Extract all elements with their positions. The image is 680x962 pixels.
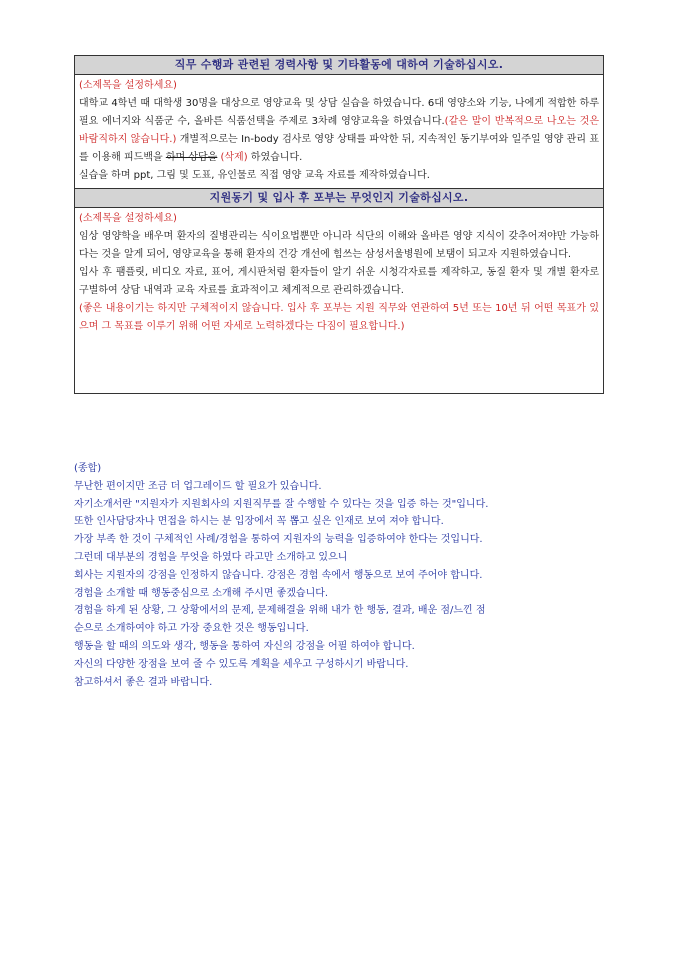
- essay-table: [74, 55, 604, 394]
- question-1-heading: 직무 수행과 관련된 경력사항 및 기타활동에 대하여 기술하십시오.: [75, 56, 603, 75]
- summary-line: 순으로 소개하여야 하고 가장 중요한 것은 행동입니다.: [74, 623, 309, 635]
- subtitle-note-2: (소제목을 설정하세요): [79, 213, 177, 224]
- summary-line: 무난한 편이지만 조금 더 업그레이드 할 필요가 있습니다.: [74, 480, 322, 492]
- delete-mark: (삭제): [217, 152, 248, 163]
- summary-line: 자신의 다양한 장점을 보여 줄 수 있도록 계획을 세우고 구성하시기 바랍니다.: [74, 658, 409, 670]
- summary-line: 경험을 하게 된 상황, 그 상황에서의 문제, 문제해결을 위해 내가 한 행동, 결과, 배운 점/느낀 점: [74, 605, 486, 617]
- answer-1-body: [75, 75, 603, 188]
- struck-text: 하며 상담을: [165, 152, 218, 163]
- subtitle-note-1: (소제목을 설정하세요): [79, 80, 177, 91]
- summary-line: 가장 부족 한 것이 구체적인 사례/경험을 통하여 지원자의 능력을 입증하여야 한다는 것입니다.: [74, 534, 483, 546]
- summary-line: 또한 인사담당자나 면접을 하시는 분 입장에서 꼭 뽑고 싶은 인재로 보여 져야 합니다.: [74, 516, 444, 528]
- review-comment-1: (같은 말이 반복적으로 나오는 것은 바람직하지 않습니다.): [79, 116, 599, 145]
- review-comment-2: (좋은 내용이기는 하지만 구체적이지 않습니다. 입사 후 포부는 지원 직무와 연관하여 5년 또는 10년 뒤 어떤 목표가 있으며 그 목표를 이루기 위해 어떤 자세로 노력하겠다는 다짐이 필요합니다.): [79, 303, 599, 332]
- summary-line: 참고하셔서 좋은 결과 바랍니다.: [74, 676, 213, 688]
- summary-line: 행동을 할 때의 의도와 생각, 행동을 통하여 자신의 강점을 어필 하여야 합니다.: [74, 640, 415, 652]
- answer-2-paragraph-2: 입사 후 팸플릿, 비디오 자료, 표어, 게시판처럼 환자들이 알기 쉬운 시청각자료를 제작하고, 동질 환자 및 개별 환자로 구별하여 상담 내역과 교육 자료를 효과적이고 체계적으로 관리하겠습니다.: [79, 267, 599, 296]
- answer-1-text: 대학교 4학년 때 대학생 30명을 대상으로 영양교육 및 상담 실습을 하였습니다. 6대 영양소와 기능, 나에게 적합한 하루 필요 에너지와 식품군 수, 올바른 식품선택을 주제로 3차례 영양교육을 하였습니다.: [79, 98, 599, 127]
- answer-1-paragraph-1: [79, 95, 599, 167]
- answer-1-end: 하였습니다.: [247, 152, 303, 163]
- answer-2-body: [75, 208, 603, 393]
- summary-line: 경험을 소개할 때 행동중심으로 소개해 주시면 좋겠습니다.: [74, 587, 329, 599]
- answer-1-tail: 개별적으로는 In-body 검사로 영양 상태를 파악한 뒤, 지속적인 동기부여와 일주일 영양 관리 표를 이용해 피드백을: [79, 134, 599, 163]
- summary-line: 그런데 대부분의 경험을 무엇을 하였다 라고만 소개하고 있으니: [74, 551, 348, 563]
- summary-line: (종합): [74, 463, 102, 474]
- answer-1-paragraph-2: 실습을 하며 ppt, 그림 및 도표, 유인물로 직접 영양 교육 자료를 제작하였습니다.: [79, 170, 430, 181]
- question-2-heading: 지원동기 및 입사 후 포부는 무엇인지 기술하십시오.: [75, 188, 603, 208]
- summary-feedback: [74, 460, 604, 691]
- answer-2-paragraph-1: 임상 영양학을 배우며 환자의 질병관리는 식이요법뿐만 아니라 식단의 이해와 올바른 영양 지식이 갖추어져야만 가능하다는 것을 알게 되어, 영양교육을 통해 환자의 건강 개선에 힘쓰는 삼성서울병원에 보탬이 되고자 지원하였습니다.: [79, 231, 599, 260]
- summary-line: 회사는 지원자의 강점을 인정하지 않습니다. 강점은 경험 속에서 행동으로 보여 주어야 합니다.: [74, 569, 483, 581]
- summary-line: 자기소개서란 "지원자가 지원회사의 지원직무를 잘 수행할 수 있다는 것을 입증 하는 것"입니다.: [74, 498, 489, 510]
